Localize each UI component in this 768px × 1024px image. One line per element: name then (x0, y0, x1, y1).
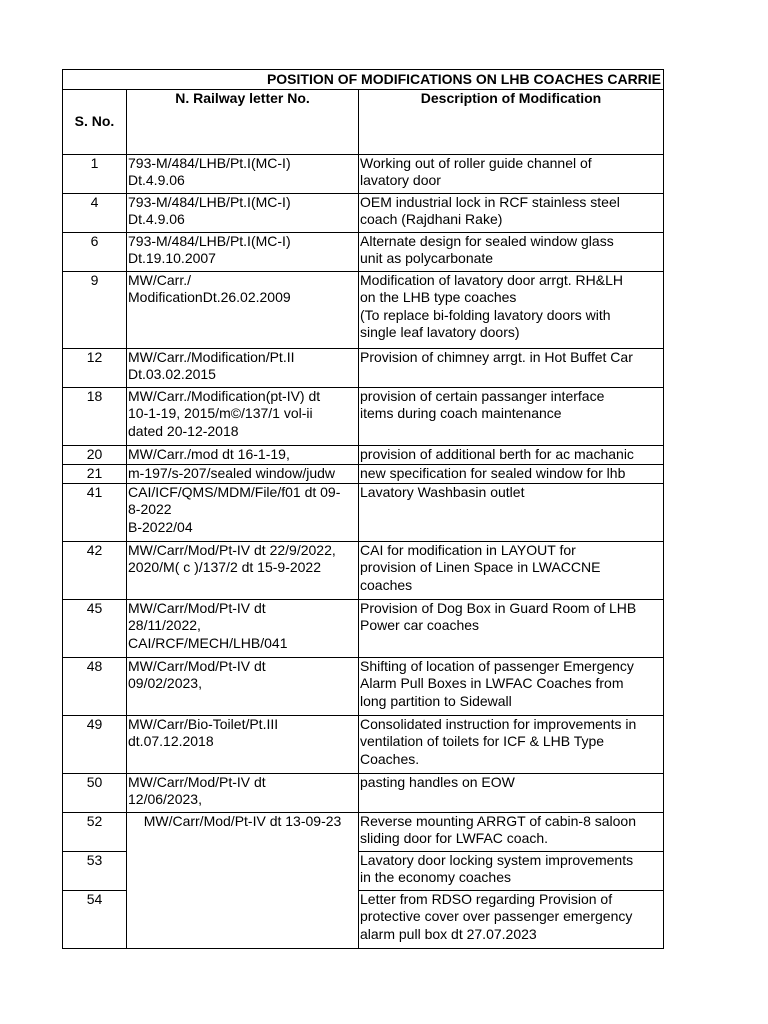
row-letter-no: 793-M/484/LHB/Pt.I(MC-I) Dt.4.9.06 (127, 194, 359, 233)
row-description: Shifting of location of passenger Emergency Alarm Pull Boxes in LWFAC Coaches from long partition to Sidewall (359, 658, 664, 716)
row-sno: 12 (63, 349, 127, 388)
table-row (63, 774, 664, 813)
row-letter-no: MW/Carr/Mod/Pt-IV dt 28/11/2022, CAI/RCF/MECH/LHB/041 (127, 600, 359, 658)
row-description: Consolidated instruction for improvements in ventilation of toilets for ICF & LHB Type Coaches. (359, 716, 664, 774)
row-description: Modification of lavatory door arrgt. RH&LH on the LHB type coaches (To replace bi-folding lavatory doors with single leaf lavatory doors) (359, 272, 664, 349)
row-description: provision of certain passanger interface items during coach maintenance (359, 388, 664, 446)
table-row (63, 233, 664, 272)
row-letter-no: MW/Carr/Mod/Pt-IV dt 22/9/2022, 2020/M( c )/137/2 dt 15-9-2022 (127, 542, 359, 600)
table-row (63, 446, 664, 465)
row-description: Lavatory Washbasin outlet (359, 484, 664, 542)
table-row (63, 484, 664, 542)
row-description: Provision of chimney arrgt. in Hot Buffet Car (359, 349, 664, 388)
row-sno: 4 (63, 194, 127, 233)
row-description: Letter from RDSO regarding Provision of protective cover over passenger emergency alarm pull box dt 27.07.2023 (359, 891, 664, 949)
row-letter-no: MW/Carr./mod dt 16-1-19, (127, 446, 359, 465)
row-description: OEM industrial lock in RCF stainless steel coach (Rajdhani Rake) (359, 194, 664, 233)
row-description: CAI for modification in LAYOUT for provision of Linen Space in LWACCNE coaches (359, 542, 664, 600)
row-letter-no: MW/Carr/Mod/Pt-IV dt 12/06/2023, (127, 774, 359, 813)
table-row (63, 600, 664, 658)
row-sno: 9 (63, 272, 127, 349)
row-description: Provision of Dog Box in Guard Room of LHB Power car coaches (359, 600, 664, 658)
row-letter-no-merged: MW/Carr/Mod/Pt-IV dt 13-09-23 (127, 813, 359, 949)
row-sno: 18 (63, 388, 127, 446)
row-description: Reverse mounting ARRGT of cabin-8 saloon sliding door for LWFAC coach. (359, 813, 664, 852)
header-letter-no: N. Railway letter No. (127, 90, 359, 155)
row-letter-no: MW/Carr/Mod/Pt-IV dt 09/02/2023, (127, 658, 359, 716)
sheet-title: POSITION OF MODIFICATIONS ON LHB COACHES CARRIE (63, 70, 664, 90)
row-description: Working out of roller guide channel of lavatory door (359, 155, 664, 194)
row-letter-no: CAI/ICF/QMS/MDM/File/f01 dt 09- 8-2022 B-2022/04 (127, 484, 359, 542)
row-letter-no: MW/Carr./Modification/Pt.II Dt.03.02.2015 (127, 349, 359, 388)
row-sno: 41 (63, 484, 127, 542)
header-description: Description of Modification (359, 90, 664, 155)
row-sno: 53 (63, 852, 127, 891)
row-description: Lavatory door locking system improvements in the economy coaches (359, 852, 664, 891)
table-row (63, 194, 664, 233)
row-description: new specification for sealed window for lhb (359, 465, 664, 484)
row-sno: 1 (63, 155, 127, 194)
row-description: pasting handles on EOW (359, 774, 664, 813)
table-row (63, 388, 664, 446)
row-letter-no: MW/Carr/Bio-Toilet/Pt.III dt.07.12.2018 (127, 716, 359, 774)
row-sno: 54 (63, 891, 127, 949)
row-sno: 49 (63, 716, 127, 774)
row-letter-no: MW/Carr./Modification(pt-IV) dt 10-1-19, 2015/m©/137/1 vol-ii dated 20-12-2018 (127, 388, 359, 446)
table-row (63, 465, 664, 484)
row-sno: 20 (63, 446, 127, 465)
row-sno: 48 (63, 658, 127, 716)
header-sno: S. No. (63, 90, 127, 155)
row-sno: 21 (63, 465, 127, 484)
row-sno: 45 (63, 600, 127, 658)
row-description: Alternate design for sealed window glass unit as polycarbonate (359, 233, 664, 272)
table-row (63, 349, 664, 388)
table-row (63, 155, 664, 194)
row-letter-no: m-197/s-207/sealed window/judw (127, 465, 359, 484)
title-row (63, 70, 664, 90)
table-row (63, 542, 664, 600)
row-letter-no: 793-M/484/LHB/Pt.I(MC-I) Dt.19.10.2007 (127, 233, 359, 272)
row-sno: 52 (63, 813, 127, 852)
row-sno: 42 (63, 542, 127, 600)
table-row (63, 658, 664, 716)
table-row (63, 716, 664, 774)
row-sno: 6 (63, 233, 127, 272)
modifications-table (62, 69, 664, 949)
table-row (63, 272, 664, 349)
row-letter-no: MW/Carr./ ModificationDt.26.02.2009 (127, 272, 359, 349)
row-letter-no: 793-M/484/LHB/Pt.I(MC-I) Dt.4.9.06 (127, 155, 359, 194)
row-sno: 50 (63, 774, 127, 813)
table-row (63, 813, 664, 852)
header-row (63, 90, 664, 155)
row-description: provision of additional berth for ac machanic (359, 446, 664, 465)
